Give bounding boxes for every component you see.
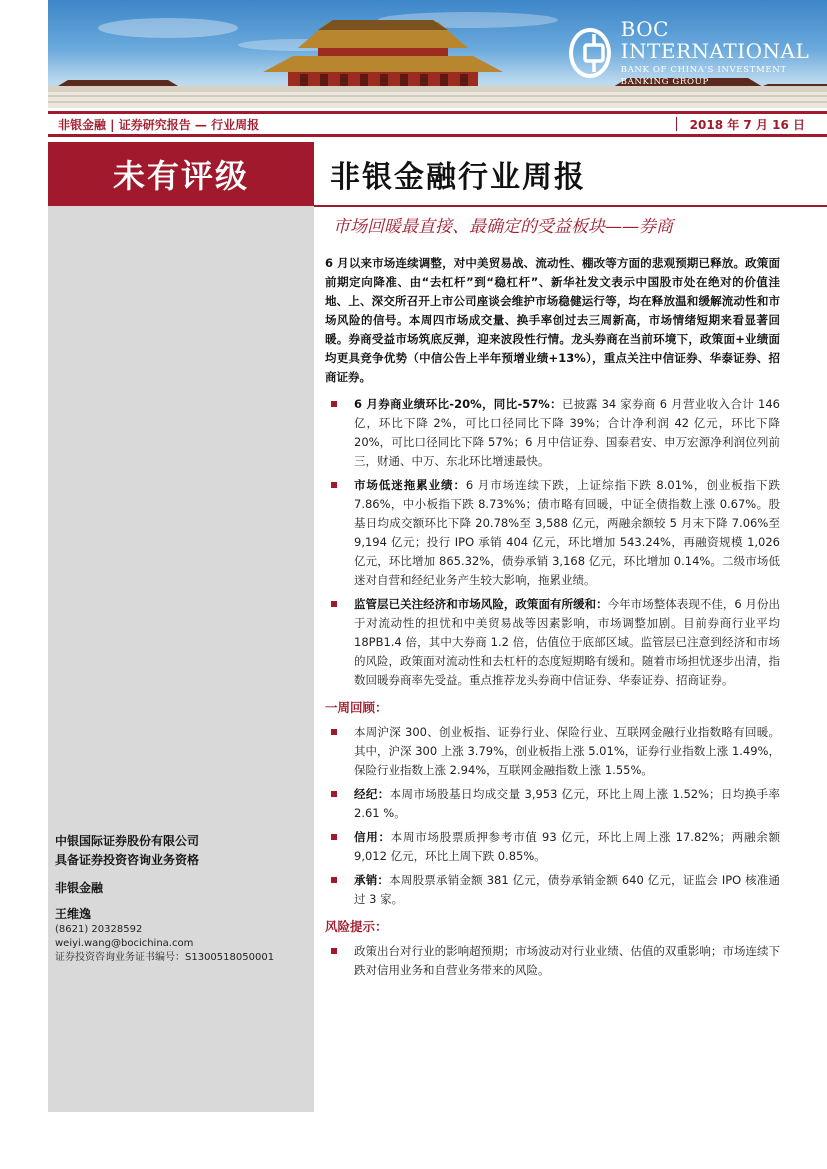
week-point-text: 本周市场股票质押参考市值 93 亿元，环比上周上涨 17.82%；两融余额 9,012 亿元，环比上周下跌 0.85%。 [354, 830, 780, 863]
week-point [325, 723, 780, 780]
week-review-heading: 一周回顾： [325, 700, 388, 715]
risk-heading: 风险提示： [325, 919, 388, 934]
bar-divider [676, 117, 677, 131]
left-sidebar [48, 142, 314, 1112]
week-point [325, 785, 780, 823]
risk-point-text: 政策出台对行业的影响超预期；市场波动对行业业绩、估值的双重影响；市场连续下跌对信用业务和自营业务带来的风险。 [354, 944, 780, 977]
breadcrumb: 非银金融 | 证券研究报告 — 行业周报 [58, 117, 260, 132]
risk-point [325, 942, 780, 980]
firm-info [55, 832, 199, 870]
analyst-phone: (8621) 20328592 [55, 924, 143, 935]
report-body [325, 254, 780, 985]
analyst-contact [55, 923, 274, 965]
sector-label: 非银金融 [55, 881, 104, 895]
logo-subtitle: BANK OF CHINA'S INVESTMENT BANKING GROUP [620, 65, 787, 87]
report-subtitle: 市场回暖最直接、最确定的受益板块——券商 [333, 217, 673, 237]
analyst-email[interactable]: weiyi.wang@bocichina.com [55, 938, 194, 949]
report-date: 2018 年 7 月 16 日 [689, 117, 805, 132]
logo-name: BOC INTERNATIONAL [620, 17, 810, 63]
week-point-text: 本周股票承销金额 381 亿元，债券承销金额 640 亿元，证监会 IPO 核准通过 3 家。 [354, 873, 781, 906]
key-point-text: 今年市场整体表现不佳，6 月份出于对流动性的担忧和中美贸易战等因素影响，市场调整加剧。目前券商行业平均 18PB1.4 倍，其中大券商 1.2 倍，估值位于底部区域。监管层已注意到经济和市场的风险，政策面对流动性和去杠杆的态度短期略有缓和。随着市场担忧逐步出清，指数回暖券商率先受益。重点推荐龙头券商中信证券、华泰证券、招商证券。 [354, 597, 780, 687]
rating-box [48, 142, 314, 206]
title-rule [314, 205, 827, 207]
header-banner [48, 0, 827, 108]
key-point-text: 6 月市场连续下跌，上证综指下跌 8.01%，创业板指下跌 7.86%，中小板指下跌 8.73%%；债市略有回暖，中证全债指数上涨 0.67%。股基日均成交额环比下降 20.78%至 3,588 亿元，两融余额较 5 月末下降 7.06%至 9,194 亿元；投行 IPO 承销 404 亿元，环比增加 543.24%，再融资规模 1,026 亿元，环比增加 865.32%，债券承销 3,168 亿元，环比增加 0.14%。二级市场低迷对自营和经纪业务产生较大影响，拖累业绩。 [354, 478, 780, 587]
week-point-head: 经纪： [354, 787, 390, 801]
week-point-text: 本周市场股基日均成交量 3,953 亿元，环比上周上涨 1.52%；日均换手率 2.61 %。 [354, 787, 780, 820]
key-point [325, 476, 780, 590]
firm-qualification: 具备证券投资咨询业务资格 [55, 853, 200, 867]
firm-name: 中银国际证券股份有限公司 [55, 834, 200, 848]
key-point [325, 595, 780, 690]
week-point [325, 871, 780, 909]
report-category-bar [48, 111, 827, 137]
week-point [325, 828, 780, 866]
key-point-head: 6 月券商业绩环比-20%，同比-57%： [354, 397, 563, 411]
report-title: 非银金融行业周报 [330, 160, 586, 195]
analyst-license: 证券投资咨询业务证书编号：S1300518050001 [55, 952, 275, 963]
rating-label: 未有评级 [112, 157, 249, 195]
key-point-head: 监管层已关注经济和市场风险，政策面有所缓和： [354, 597, 608, 611]
boci-logo [569, 18, 827, 88]
key-point-head: 市场低迷拖累业绩： [354, 478, 466, 492]
bank-of-china-logo-icon [569, 28, 611, 78]
week-point-head: 信用： [354, 830, 391, 844]
key-point [325, 395, 780, 471]
logo-text [621, 18, 827, 88]
week-point-text: 本周沪深 300、创业板指、证券行业、保险行业、互联网金融行业指数略有回暖。其中，沪深 300 上涨 3.79%，创业板指上涨 5.01%，证券行业指数上涨 1.49%，保险行业指数上涨 2.94%，互联网金融指数上涨 1.55%。 [354, 725, 780, 777]
summary-paragraph: 6 月以来市场连续调整，对中美贸易战、流动性、棚改等方面的悲观预期已释放。政策面前期定向降准、由“去杠杆”到“稳杠杆”、新华社发文表示中国股市处在绝对的价值洼地、上、深交所召开上市公司座谈会维护市场稳健运行等，均在释放温和缓解流动性和市场风险的信号。本周四市场成交量、换手率创过去三周新高，市场情绪短期来看显著回暖。券商受益市场筑底反弹，迎来波段性行情。龙头券商在当前环境下，政策面+业绩面均更具竞争优势（中信公告上半年预增业绩+13%），重点关注中信证券、华泰证券、招商证券。 [325, 256, 780, 384]
week-point-head: 承销： [354, 873, 390, 887]
key-point-text: 已披露 34 家券商 6 月营业收入合计 146 亿，环比下降 2%，可比口径同比下降 39%；合计净利润 42 亿元，环比下降 20%，可比口径同比下降 57%；6 月中信证券、国泰君安、申万宏源净利润位列前三，财通、中万、东北环比增速最快。 [354, 397, 780, 468]
analyst-name: 王维逸 [55, 907, 92, 921]
